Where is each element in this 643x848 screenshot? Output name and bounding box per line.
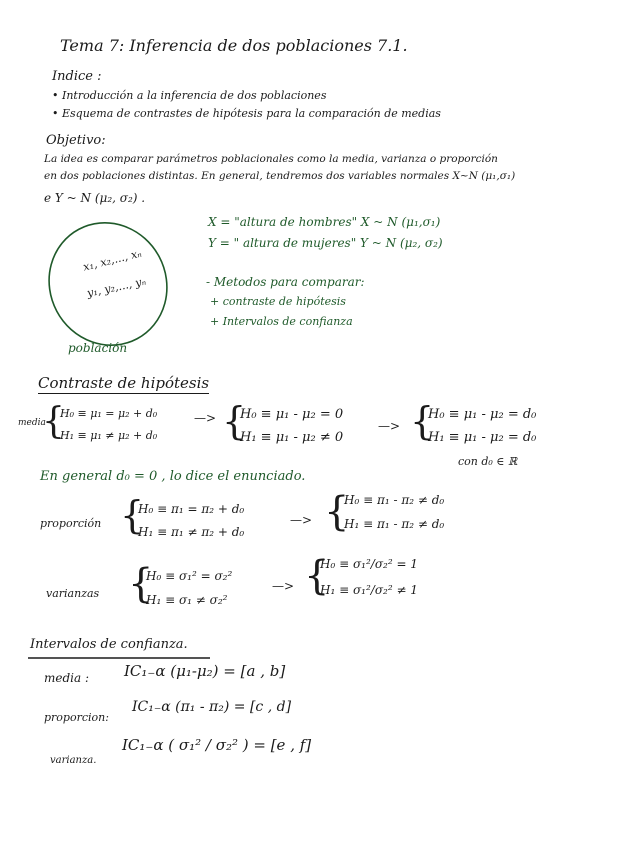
hypothesis-note: con d₀ ∈ ℝ — [458, 455, 518, 468]
sample-y: y₁, y₂,..., yₙ — [85, 274, 148, 300]
media-label: media — [18, 418, 46, 428]
hypothesis: H₁ ≡ σ₁ ≠ σ₂² — [146, 593, 228, 607]
hypothesis: H₁ ≡ μ₁ ≠ μ₂ + d₀ — [60, 429, 158, 442]
brace-icon: { — [304, 553, 330, 599]
population-label: población — [68, 341, 128, 355]
methods-item: + contraste de hipótesis — [210, 295, 346, 308]
contraste-heading: Contraste de hipótesis — [38, 374, 210, 392]
hypothesis: H₁ ≡ μ₁ - μ₂ = d₀ — [428, 430, 537, 445]
hypothesis: H₀ ≡ π₁ = π₂ + d₀ — [138, 502, 245, 516]
hypothesis: H₀ ≡ μ₁ - μ₂ = 0 — [240, 407, 344, 422]
hypothesis: H₁ ≡ π₁ ≠ π₂ + d₀ — [138, 525, 245, 539]
methods-item: + Intervalos de confianza — [210, 315, 353, 328]
hypothesis: H₀ ≡ μ₁ - μ₂ = d₀ — [428, 407, 537, 422]
brace-icon: { — [222, 399, 247, 443]
hypothesis: H₀ ≡ μ₁ = μ₂ + d₀ — [60, 407, 158, 420]
hypothesis: H₀ ≡ π₁ - π₂ ≠ d₀ — [344, 493, 445, 507]
indice-heading: Indice : — [52, 69, 102, 84]
sample-x: x₁, x₂,..., xₙ — [81, 246, 143, 274]
hypothesis: H₀ ≡ σ₁²/σ₂² = 1 — [320, 557, 418, 571]
arrow-icon: —> — [272, 579, 295, 593]
hypothesis: H₁ ≡ σ₁²/σ₂² ≠ 1 — [320, 583, 418, 597]
objetivo-heading: Objetivo: — [46, 133, 106, 148]
interval-expr: IC₁₋α (π₁ - π₂) = [c , d] — [132, 699, 292, 715]
hypothesis: H₀ ≡ σ₁² = σ₂² — [146, 569, 233, 583]
methods-heading: - Metodos para comparar: — [206, 275, 365, 289]
brace-icon: { — [128, 561, 154, 607]
arrow-icon: —> — [194, 411, 217, 425]
definition-y: Y = " altura de mujeres" Y ~ N (μ₂, σ₂) — [208, 236, 443, 250]
interval-label: proporcion: — [44, 711, 109, 724]
arrow-icon: —> — [290, 513, 313, 527]
arrow-icon: —> — [378, 419, 401, 433]
objetivo-text: en dos poblaciones distintas. En general, tendremos dos variables normales X~N (μ₁,σ₁) — [44, 170, 516, 182]
page-title: Tema 7: Inferencia de dos poblaciones 7.1. — [60, 36, 408, 55]
objetivo-text: e Y ~ N (μ₂, σ₂) . — [44, 191, 146, 205]
definition-x: X = "altura de hombres" X ~ N (μ₁,σ₁) — [208, 215, 441, 229]
intervalos-heading: Intervalos de confianza. — [30, 637, 188, 652]
hypothesis: H₁ ≡ μ₁ - μ₂ ≠ 0 — [240, 430, 344, 445]
general-note: En general d₀ = 0 , lo dice el enunciado. — [40, 469, 306, 484]
interval-expr: IC₁₋α (μ₁-μ₂) = [a , b] — [124, 662, 286, 680]
brace-icon: { — [324, 489, 350, 535]
varianzas-label: varianzas — [46, 587, 100, 600]
interval-label: media : — [44, 671, 90, 685]
brace-icon: { — [120, 493, 145, 537]
proporcion-label: proporción — [40, 517, 102, 530]
brace-icon: { — [42, 401, 65, 442]
brace-icon: { — [410, 399, 435, 443]
indice-item: • Esquema de contrastes de hipótesis para la comparación de medias — [52, 107, 441, 120]
interval-expr: IC₁₋α ( σ₁² / σ₂² ) = [e , f] — [122, 736, 312, 754]
objetivo-text: La idea es comparar parámetros poblacionales como la media, varianza o proporción — [44, 153, 498, 165]
hypothesis: H₁ ≡ π₁ - π₂ ≠ d₀ — [344, 517, 445, 531]
interval-label: varianza. — [50, 755, 97, 766]
indice-item: • Introducción a la inferencia de dos poblaciones — [52, 89, 327, 102]
